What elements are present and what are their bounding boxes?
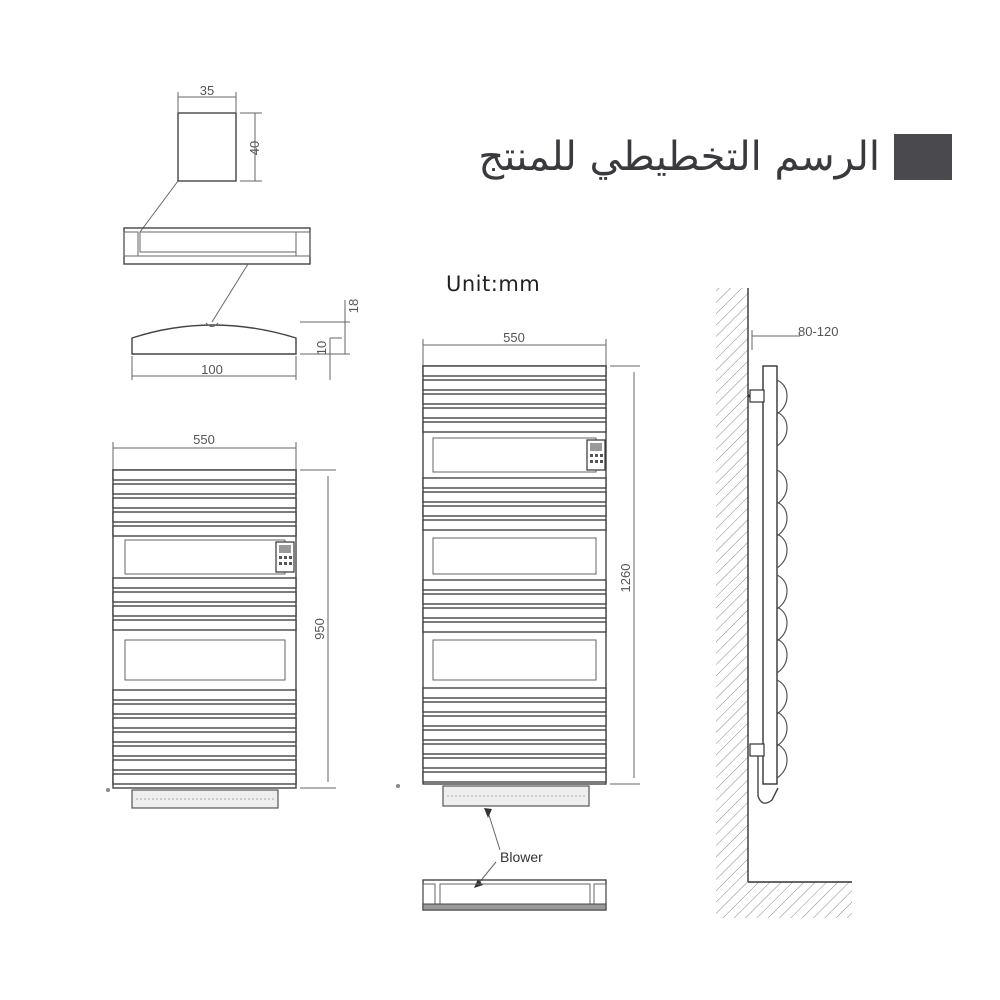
- small-rails: [113, 470, 296, 784]
- dim-cap-height-inner: 10: [314, 340, 329, 356]
- cap-profile: [132, 299, 361, 380]
- small-control-panel: [276, 542, 294, 572]
- unit-label: Unit:mm: [446, 272, 541, 296]
- blower-callout: [423, 808, 606, 910]
- dim-large-width: 550: [503, 330, 525, 345]
- radiator-large: [423, 330, 640, 806]
- radiator-small: [113, 432, 336, 808]
- dim-cap-height-total: 18: [346, 298, 361, 314]
- profile-section: [178, 113, 236, 181]
- profile-section-detail: [140, 83, 262, 232]
- dim-small-height: 950: [312, 618, 327, 640]
- dim-profile-width: 35: [199, 83, 215, 98]
- page-title: الرسم التخطيطي للمنتج: [478, 134, 880, 180]
- dim-wall-gap: 80-120: [798, 324, 839, 339]
- large-control-panel: [587, 440, 605, 470]
- dim-large-height: 1260: [618, 563, 633, 593]
- dim-profile-height: 40: [247, 140, 262, 156]
- side-view-wall-mount: [716, 288, 852, 918]
- rail-profiles: [777, 380, 787, 778]
- wall-hatching: [716, 288, 852, 918]
- blower-label: Blower: [500, 849, 543, 865]
- radiator-side-profile: [763, 366, 777, 784]
- dim-small-width: 550: [193, 432, 215, 447]
- dim-cap-width: 100: [201, 362, 223, 377]
- bar-top-view: [124, 228, 310, 322]
- large-rails: [423, 366, 606, 782]
